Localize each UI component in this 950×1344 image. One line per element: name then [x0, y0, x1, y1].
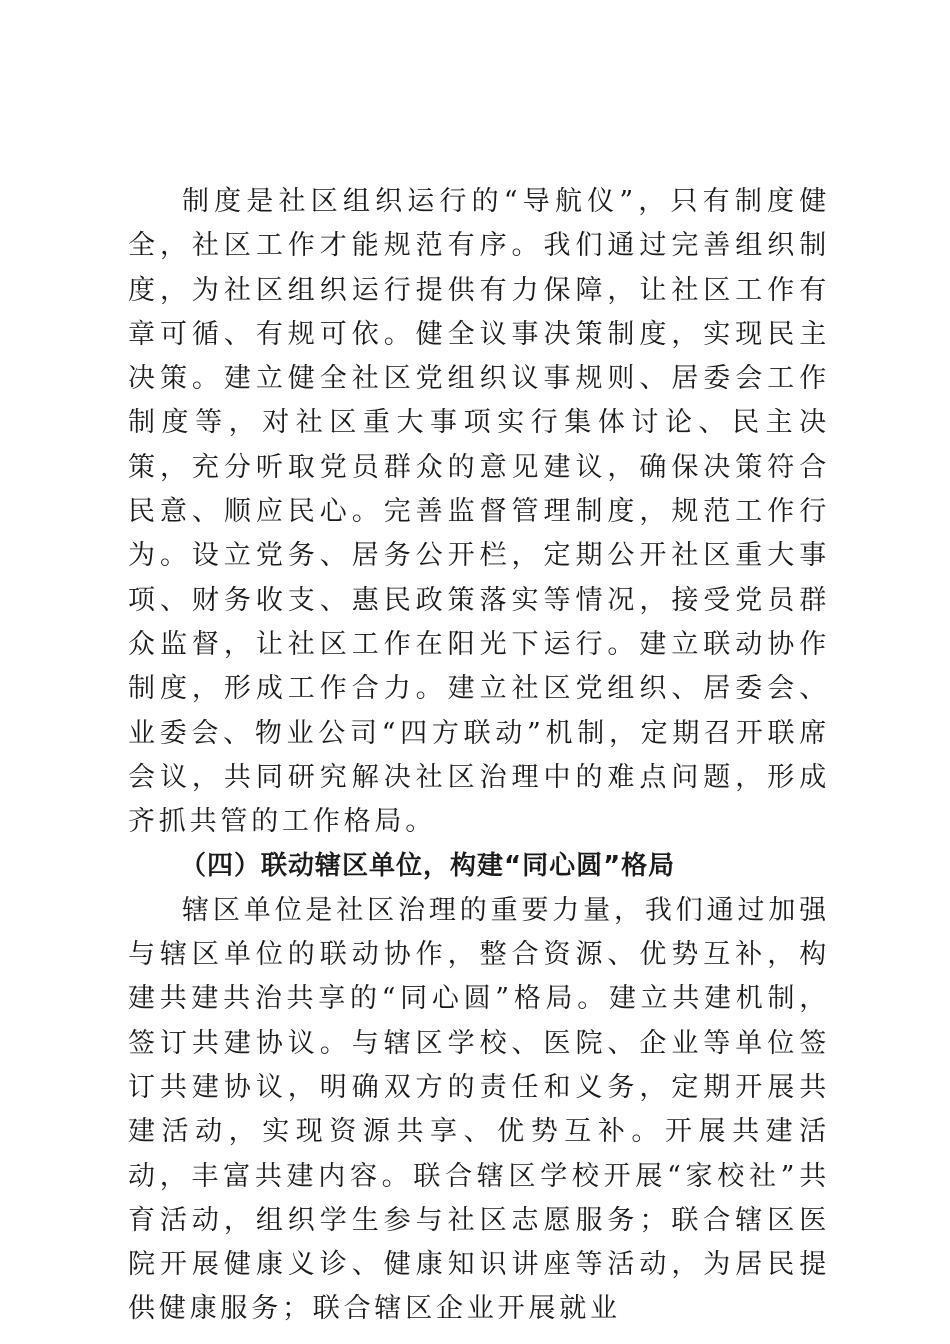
- body-paragraph: 辖区单位是社区治理的重要力量，我们通过加强与辖区单位的联动协作，整合资源、优势互补，构建共建共治共享的“同心圆”格局。建立共建机制，签订共建协议。与辖区学校、医院、企业等单位签订共建协议，明确双方的责任和义务，定期开展共建活动，实现资源共享、优势互补。开展共建活动，丰富共建内容。联合辖区学校开展“家校社”共育活动，组织学生参与社区志愿服务；联合辖区医院开展健康义诊、健康知识讲座等活动，为居民提供健康服务；联合辖区企业开展就业: [128, 894, 830, 1325]
- document-body: [128, 180, 830, 1332]
- section-heading: （四）联动辖区单位，构建“同心圆”格局: [180, 851, 676, 882]
- body-paragraph: 制度是社区组织运行的“导航仪”，只有制度健全，社区工作才能规范有序。我们通过完善组织制度，为社区组织运行提供有力保障，让社区工作有章可循、有规可依。健全议事决策制度，实现民主决策。建立健全社区党组织议事规则、居委会工作制度等，对社区重大事项实行集体讨论、民主决策，充分听取党员群众的意见建议，确保决策符合民意、顺应民心。完善监督管理制度，规范工作行为。设立党务、居务公开栏，定期公开社区重大事项、财务收支、惠民政策落实等情况，接受党员群众监督，让社区工作在阳光下运行。建立联动协作制度，形成工作合力。建立社区党组织、居委会、业委会、物业公司“四方联动”机制，定期召开联席会议，共同研究解决社区治理中的难点问题，形成齐抓共管的工作格局。: [128, 186, 830, 838]
